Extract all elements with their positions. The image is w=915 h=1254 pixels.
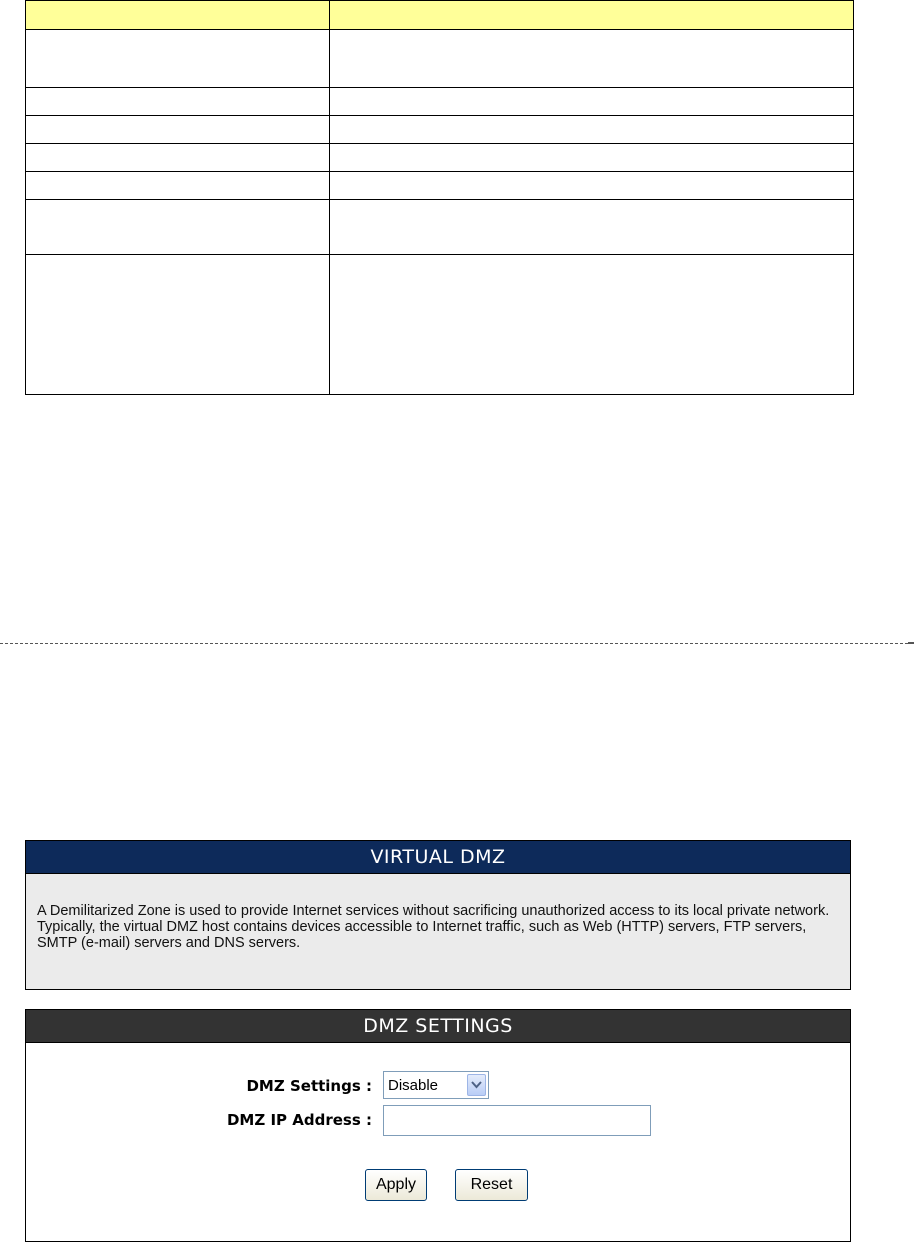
dmz-settings-title: DMZ SETTINGS [26,1010,850,1043]
table-row [26,116,854,144]
table-cell [330,30,854,88]
dmz-settings-selected-value: Disable [388,1077,439,1094]
page-separator [0,643,908,644]
table-cell [26,88,330,116]
table-cell [330,255,854,395]
dmz-ip-label: DMZ IP Address : [226,1111,372,1129]
table-cell [330,88,854,116]
separator-end-mark [908,642,914,644]
dmz-settings-panel [25,1009,851,1242]
table-header-row [26,1,854,30]
table-cell [26,144,330,172]
dmz-ip-row [26,1105,850,1135]
table-cell [330,200,854,255]
virtual-dmz-panel [25,840,851,990]
table-cell [330,116,854,144]
apply-button[interactable]: Apply [365,1169,427,1201]
table-cell [26,116,330,144]
table-header-cell [330,1,854,30]
table-row [26,88,854,116]
button-row [26,1169,850,1199]
virtual-dmz-title: VIRTUAL DMZ [26,841,850,874]
table-header-cell [26,1,330,30]
table-cell [26,255,330,395]
table-row [26,144,854,172]
reset-button[interactable]: Reset [455,1169,528,1201]
table-row [26,30,854,88]
table-row [26,255,854,395]
chevron-down-icon[interactable] [467,1074,486,1096]
virtual-dmz-description: A Demilitarized Zone is used to provide Internet services without sacrificing unauthorized access to its local private network. Typically, the virtual DMZ host contains devices accessible to Internet traffic, such as Web (HTTP) servers, FTP servers, SMTP (e-mail) servers and DNS servers. [37,903,830,951]
dmz-settings-label: DMZ Settings : [246,1077,372,1095]
dmz-settings-row [26,1071,850,1101]
table-cell [330,172,854,200]
table-cell [330,144,854,172]
table-row [26,172,854,200]
table-cell [26,172,330,200]
table-cell [26,200,330,255]
dmz-ip-input[interactable] [383,1105,651,1136]
table-cell [26,30,330,88]
table-row [26,200,854,255]
spec-table [25,0,854,395]
dmz-settings-select[interactable] [383,1071,489,1099]
